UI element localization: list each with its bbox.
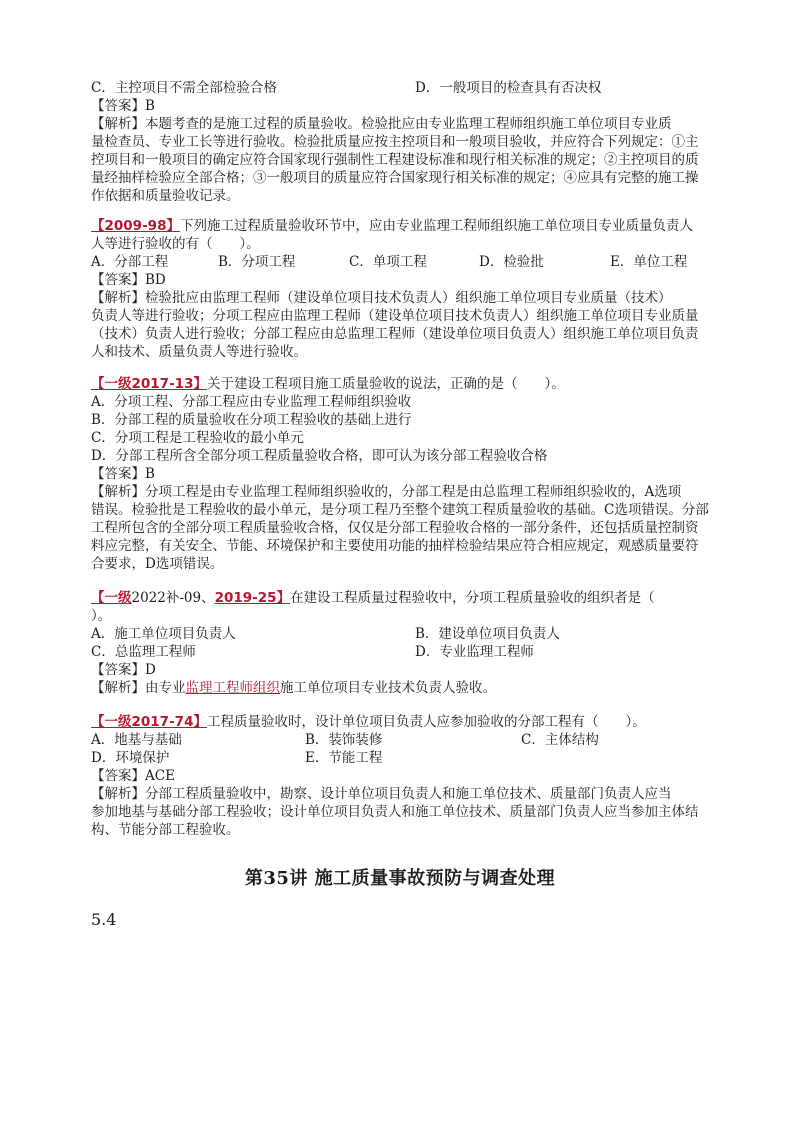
- option-c: C．总监理工程师: [91, 644, 196, 660]
- question-2-line-2: 人等进行验收的有（ ）。: [91, 236, 260, 252]
- question-tag: 【一级2017-13】: [91, 376, 207, 392]
- option-c: C．分项工程是工程验收的最小单元: [91, 430, 304, 446]
- analysis-2-line-1: 【解析】检验批应由监理工程师（建设单位项目技术负责人）组织施工单位项目专业质量（技术）: [91, 290, 672, 306]
- option-e: E．节能工程: [305, 750, 383, 766]
- analysis-5-line-3: 构、节能分部工程验收。: [91, 822, 240, 838]
- answer-4: 【答案】D: [91, 662, 156, 678]
- option-d: D．分部工程所含全部分项工程质量验收合格，即可认为该分部工程验收合格: [91, 448, 548, 464]
- analysis-3-line-5: 合要求，D选项错误。: [91, 556, 224, 572]
- analysis-1-line-5: 作依据和质量验收记录。: [91, 188, 240, 204]
- analysis-5-line-2: 参加地基与基础分部工程验收；设计单位项目负责人和施工单位技术、质量部门负责人应当参加主体结: [91, 804, 699, 820]
- option-a: A．分部工程: [91, 254, 169, 270]
- option-d: D．检验批: [479, 254, 544, 270]
- option-a: A．分项工程、分部工程应由专业监理工程师组织验收: [91, 394, 412, 410]
- question-tag: 【2009-98】: [91, 218, 180, 234]
- analysis-1-line-3: 控项目和一般项目的确定应符合国家现行强制性工程建设标准和现行相关标准的规定；②主控项目的质: [91, 152, 699, 168]
- analysis-5-line-1: 【解析】分部工程质量验收中，勘察、设计单位项目负责人和施工单位技术、质量部门负责人应当: [91, 786, 672, 802]
- option-d: D．专业监理工程师: [415, 644, 534, 660]
- analysis-3-line-4: 料应完整，有关安全、节能、环境保护和主要使用功能的抽样检验结果应符合相应规定，观感质量要符: [91, 538, 699, 554]
- option-b: B．分项工程: [218, 254, 296, 270]
- option-b: B．分部工程的质量验收在分项工程验收的基础上进行: [91, 412, 412, 428]
- analysis-3-line-2: 错误。检验批是工程验收的最小单元，是分项工程乃至整个建筑工程质量验收的基础。C选项错误。分部: [91, 502, 709, 518]
- option-e: E．单位工程: [610, 254, 688, 270]
- analysis-label: 【解析】: [91, 116, 145, 132]
- answer-1: 【答案】B: [91, 98, 155, 114]
- answer-3: 【答案】B: [91, 466, 155, 482]
- question-2017-13: 【一级2017-13】关于建设工程项目施工质量验收的说法，正确的是（ ）。: [91, 376, 565, 392]
- option-c: C．主体结构: [521, 732, 599, 748]
- question-2017-74: 【一级2017-74】工程质量验收时，设计单位项目负责人应参加验收的分部工程有（ ）。: [91, 714, 646, 730]
- option-b: B．建设单位项目负责人: [415, 626, 560, 642]
- question-2009-98: 【2009-98】下列施工过程质量验收环节中，应由专业监理工程师组织施工单位项目专业质量负责人: [91, 218, 693, 234]
- question-2019-25: 【一级2022补-09、2019-25】在建设工程质量过程验收中，分项工程质量验收的组织者是（: [91, 590, 655, 606]
- analysis-4: 【解析】由专业监理工程师组织施工单位项目专业技术负责人验收。: [91, 680, 496, 696]
- question-tag: 【一级2017-74】: [91, 714, 207, 730]
- question-tag-b: 2019-25】: [214, 590, 291, 606]
- question-tag-a: 【一级: [91, 590, 132, 606]
- answer-2: 【答案】BD: [91, 272, 166, 288]
- option-d: D．环境保护: [91, 750, 170, 766]
- answer-5: 【答案】ACE: [91, 768, 175, 784]
- analysis-1-line-1: 【解析】本题考查的是施工过程的质量验收。检验批应由专业监理工程师组织施工单位项目专业质: [91, 116, 672, 132]
- option-a: A．地基与基础: [91, 732, 182, 748]
- section-title: 第35讲 施工质量事故预防与调查处理: [244, 868, 556, 889]
- option-c: C．单项工程: [349, 254, 427, 270]
- analysis-2-line-3: （技术）负责人进行验收；分部工程应由总监理工程师（建设单位项目负责人）组织施工单位项目负责: [91, 326, 699, 342]
- highlight-text: 监理工程师组织: [185, 680, 280, 696]
- analysis-2-line-2: 负责人等进行验收；分项工程应由监理工程师（建设单位项目技术负责人）组织施工单位项目专业质量: [91, 308, 699, 324]
- section-number: 5.4: [91, 910, 117, 929]
- option-c: C．主控项目不需全部检验合格: [91, 80, 277, 96]
- question-4-line-2: ）。: [91, 608, 112, 624]
- analysis-2-line-4: 人和技术、质量负责人等进行验收。: [91, 344, 307, 360]
- option-a: A．施工单位项目负责人: [91, 626, 236, 642]
- question-tag-mid: 2022补-09、: [131, 590, 215, 606]
- analysis-3-line-1: 【解析】分项工程是由专业监理工程师组织验收的，分部工程是由总监理工程师组织验收的，A选项: [91, 484, 682, 500]
- analysis-1-line-4: 量经抽样检验应全部合格；③一般项目的质量应符合国家现行相关标准的规定；④应具有完整的施工操: [91, 170, 699, 186]
- analysis-3-line-3: 工程所包含的全部分项工程质量验收合格，仅仅是分部工程验收合格的一部分条件，还包括质量控制资: [91, 520, 699, 536]
- option-b: B．装饰装修: [305, 732, 383, 748]
- option-d: D．一般项目的检查具有否决权: [415, 80, 602, 96]
- analysis-1-line-2: 量检查员、专业工长等进行验收。检验批质量应按主控项目和一般项目验收，并应符合下列规定：①主: [91, 134, 699, 150]
